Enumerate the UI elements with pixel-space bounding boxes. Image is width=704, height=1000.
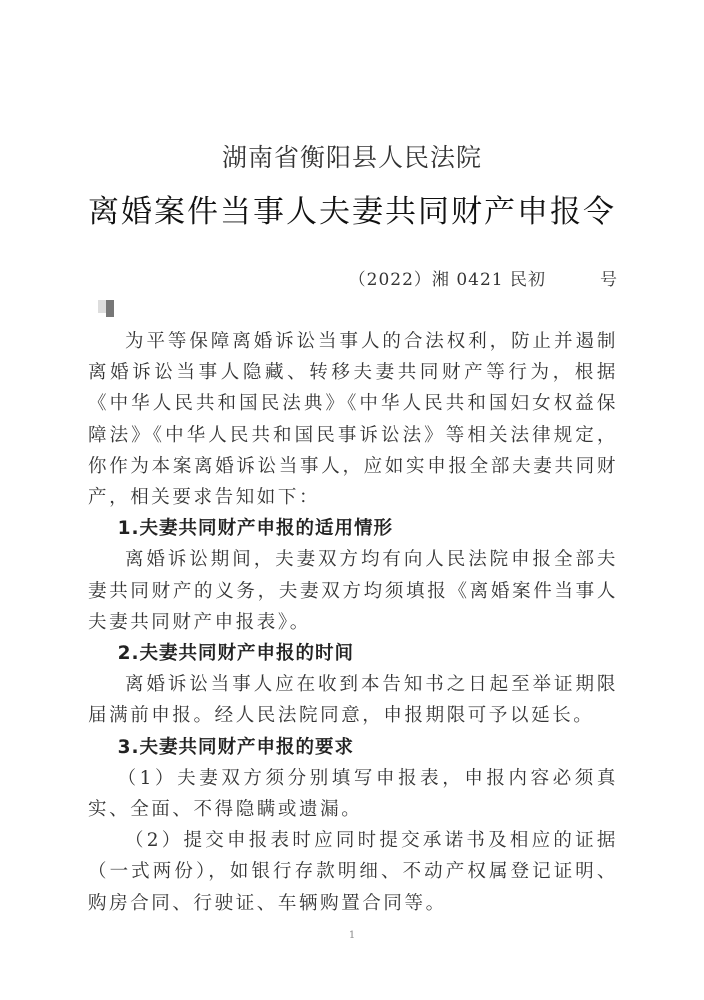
section-heading-2: 2.夫妻共同财产申报的时间 xyxy=(117,643,354,665)
section-heading-3: 3.夫妻共同财产申报的要求 xyxy=(117,736,354,758)
section-3-item-1: （1）夫妻双方须分别填写申报表，申报内容必须真实、全面、不得隐瞒或遗漏。 xyxy=(88,767,618,821)
document-body xyxy=(88,326,618,919)
section-3-item-2: （2）提交申报表时应同时提交承诺书及相应的证据（一式两份），如银行存款明细、不动产权属登记证明、购房合同、行驶证、车辆购置合同等。 xyxy=(88,830,618,914)
section-1-paragraph: 离婚诉讼期间，夫妻双方均有向人民法院申报全部夫妻共同财产的义务，夫妻双方均须填报《离婚案件当事人夫妻共同财产申报表》。 xyxy=(88,549,618,633)
case-number-prefix: （2022）湘 0421 民初 xyxy=(348,270,546,290)
redaction-mark-faint xyxy=(98,300,106,313)
court-name: 湖南省衡阳县人民法院 xyxy=(221,143,482,172)
case-number-suffix: 号 xyxy=(600,270,618,290)
page-number: 1 xyxy=(348,930,356,941)
intro-paragraph: 为平等保障离婚诉讼当事人的合法权利，防止并遏制离婚诉讼当事人隐藏、转移夫妻共同财产等行为，根据《中华人民共和国民法典》《中华人民共和国妇女权益保障法》《中华人民共和国民事诉讼法》等相关法律规定，你作为本案离婚诉讼当事人，应如实申报全部夫妻共同财产，相关要求告知如下： xyxy=(88,331,618,509)
section-2-paragraph: 离婚诉讼当事人应在收到本告知书之日起至举证期限届满前申报。经人民法院同意，申报期限可予以延长。 xyxy=(88,674,618,727)
section-heading-1: 1.夫妻共同财产申报的适用情形 xyxy=(117,518,393,540)
document-title: 离婚案件当事人夫妻共同财产申报令 xyxy=(88,194,616,230)
case-number xyxy=(349,265,618,290)
redaction-mark xyxy=(106,300,114,317)
